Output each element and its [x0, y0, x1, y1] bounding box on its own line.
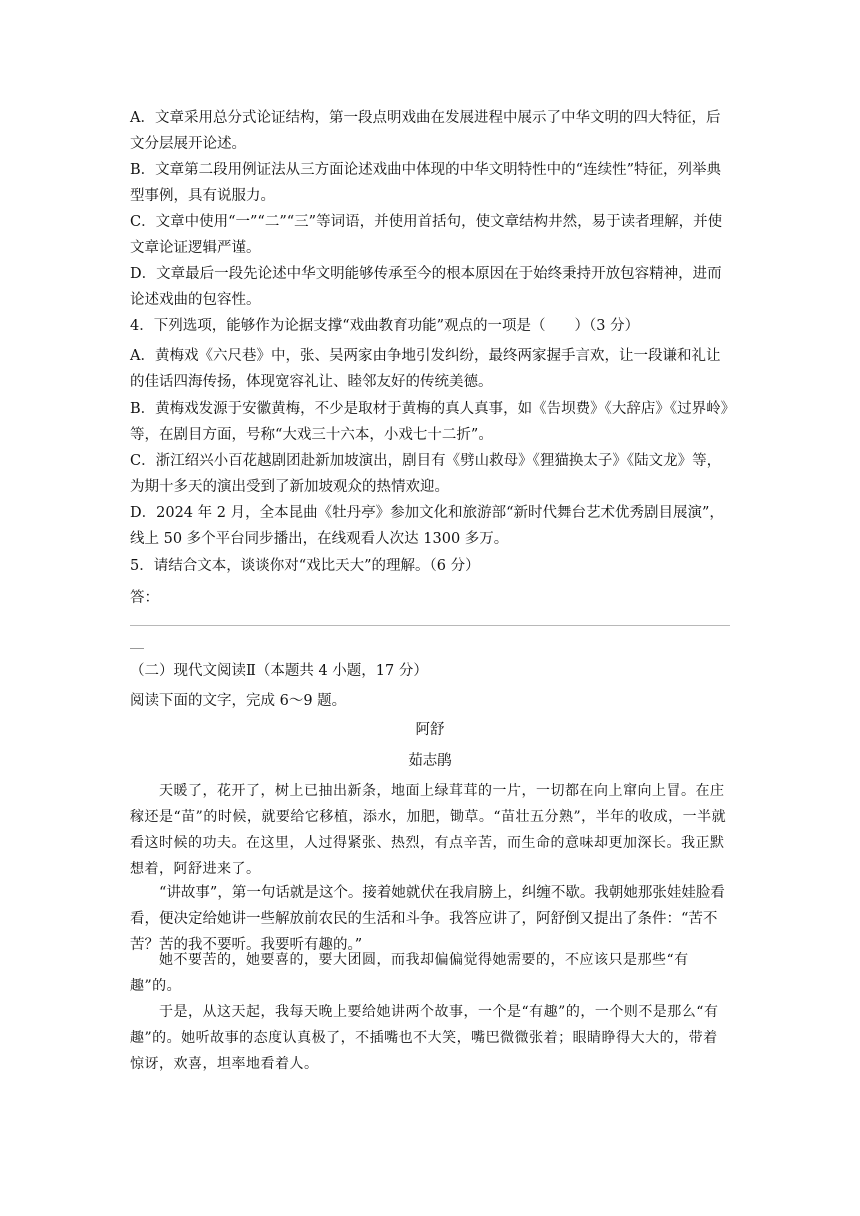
q4-option-b: B．黄梅戏发源于安徽黄梅，不少是取材于黄梅的真人真事，如《告坝费》《大辞店》《过界岭》等，在剧目方面，号称“大戏三十六本，小戏七十二折”。 — [130, 401, 728, 443]
story-paragraph: 于是，从这天起，我每天晚上要给她讲两个故事，一个是“有趣”的，一个则不是那么“有趣”的。她听故事的态度认真极了，不插嘴也不大笑，嘴巴微微张着；眼睛睁得大大的，带着惊讶，欢喜，坦率地看着人。 — [130, 1004, 719, 1072]
q4-option-a: A．黄梅戏《六尺巷》中，张、吴两家由争地引发纠纷，最终两家握手言欢，让一段谦和礼让的佳话四海传扬，体现宽容礼让、睦邻友好的传统美德。 — [130, 348, 721, 390]
q3-option-c: C．文章中使用“一”“二”“三”等词语，并使用首括句，使文章结构井然，易于读者理解，并使文章论证逻辑严谨。 — [130, 214, 723, 256]
section-heading: （二）现代文阅读Ⅱ（本题共 4 小题，17 分） — [130, 663, 428, 679]
q5-stem: 5．请结合文本，谈谈你对“戏比天大”的理解。（6 分） — [130, 558, 480, 574]
q3-option-b: B．文章第二段用例证法从三方面论述戏曲中体现的中华文明特性中的“连续性”特征，列举典型事例，具有说服力。 — [130, 162, 721, 204]
answer-line[interactable] — [130, 625, 730, 626]
answer-line-tail — [130, 648, 144, 649]
story-paragraph: “讲故事”，第一句话就是这个。接着她就伏在我肩膀上，纠缠不歇。我朝她那张娃娃脸看看，便决定给她讲一些解放前农民的生活和斗争。我答应讲了，阿舒倒又提出了条件：“苦不苦？苦的我不要听。我要听有趣的。” — [130, 885, 725, 953]
q4-stem: 4．下列选项，能够作为论据支撑“戏曲教育功能”观点的一项是（ ）（3 分） — [130, 318, 640, 334]
story-paragraph: 天暖了，花开了，树上已抽出新条，地面上绿茸茸的一片，一切都在向上窜向上冒。在庄稼还是“苗”的时候，就要给它移植，添水，加肥，锄草。“苗壮五分熟”，半年的收成，一半就看这时候的功夫。在这里，人过得紧张、热烈，有点辛苦，而生命的意味却更加深长。我正默想着，阿舒进来了。 — [130, 783, 727, 877]
q3-option-d: D．文章最后一段先论述中华文明能够传承至今的根本原因在于始终秉持开放包容精神，进而论述戏曲的包容性。 — [130, 266, 722, 308]
story-paragraph: 她不要苦的，她要喜的，要大团圆，而我却偏偏觉得她需要的，不应该只是那些“有趣”的。 — [130, 952, 689, 994]
q4-option-c: C．浙江绍兴小百花越剧团赴新加坡演出，剧目有《劈山救母》《狸猫换太子》《陆文龙》等，为期十多天的演出受到了新加坡观众的热情欢迎。 — [130, 453, 722, 495]
reading-instruction: 阅读下面的文字，完成 6～9 题。 — [130, 693, 347, 709]
story-title: 阿舒 — [415, 722, 445, 738]
q3-option-a: A．文章采用总分式论证结构，第一段点明戏曲在发展进程中展示了中华文明的四大特征，后文分层展开论述。 — [130, 110, 721, 152]
answer-label: 答： — [130, 590, 159, 606]
q4-option-d: D．2024 年 2 月，全本昆曲《牡丹亭》参加文化和旅游部“新时代舞台艺术优秀剧目展演”，线上 50 多个平台同步播出，在线观看人次达 1300 多万。 — [130, 505, 724, 547]
story-author: 茹志鹃 — [408, 753, 452, 769]
